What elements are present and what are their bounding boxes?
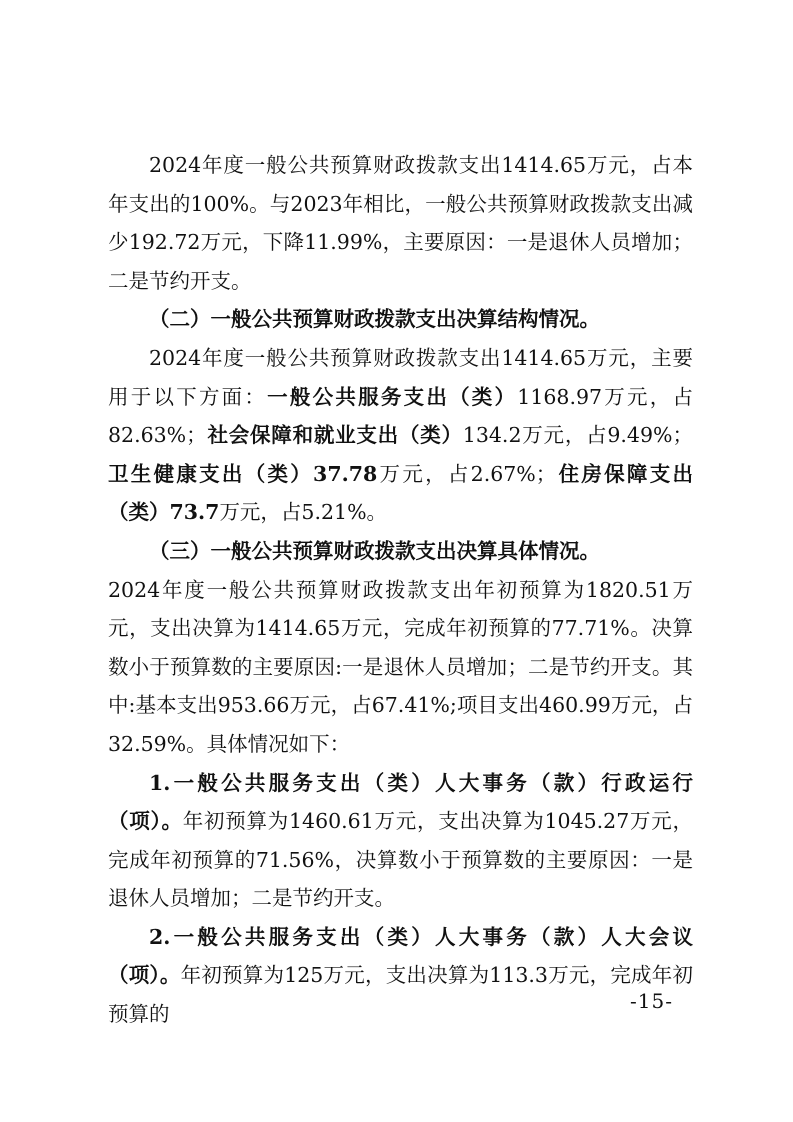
paragraph-expenditure-structure <box>108 339 693 532</box>
paragraph-text: 2024年度一般公共预算财政拨款支出1414.65万元，占本年支出的100%。与2023年相比，一般公共预算财政拨款支出减少192.72万元，下降11.99%，主要原因：一是退休人员增加；二是节约开支。 <box>108 153 693 293</box>
category-social-security-label: 社会保障和就业支出（类） <box>206 423 463 448</box>
category-social-security-value: 134.2万元，占9.49%； <box>462 423 694 448</box>
paragraph-total-expenditure <box>108 146 693 300</box>
paragraph-budget-details <box>108 571 693 764</box>
list-item-text: 年初预算为1460.61万元，支出决算为1045.27万元，完成年初预算的71.56%，决算数小于预算数的主要原因：一是退休人员增加；二是节约开支。 <box>108 809 694 911</box>
category-housing-value: 万元，占5.21%。 <box>219 500 388 525</box>
category-housing-label: 住房保障支出（类）73.7 <box>108 461 693 525</box>
list-item-administrative-operation <box>108 764 693 918</box>
list-item-text: 年初预算为125万元，支出决算为113.3万元，完成年初预算的 <box>108 963 693 1027</box>
section-heading-structure: （二）一般公共预算财政拨款支出决算结构情况。 <box>149 307 600 332</box>
document-body <box>108 146 693 1034</box>
structure-intro: 2024年度一般公共预算财政拨款支出1414.65万元，主要用于以下方面： <box>108 345 693 409</box>
list-item-title: 1.一般公共服务支出（类）人大事务（款）行政运行（项）。 <box>108 770 693 834</box>
category-health-label: 卫生健康支出（类）37.78 <box>108 461 378 486</box>
category-health-value: 万元，占2.67%； <box>377 461 557 486</box>
category-general-public-services-value: 1168.97万元，占82.63%； <box>108 384 694 448</box>
list-item-congress-meetings <box>108 918 693 1034</box>
section-heading-details: （三）一般公共预算财政拨款支出决算具体情况。 <box>149 538 600 563</box>
list-item-title: 2.一般公共服务支出（类）人大事务（款）人大会议（项）。 <box>108 924 693 988</box>
page-number: -15- <box>630 989 673 1013</box>
paragraph-text: 2024年度一般公共预算财政拨款支出年初预算为1820.51万元，支出决算为1414.65万元，完成年初预算的77.71%。决算数小于预算数的主要原因:一是退休人员增加；二是节约开支。其中:基本支出953.66万元，占67.41%;项目支出460.99万元，占32.59%。具体情况如下： <box>108 577 693 756</box>
category-general-public-services-label: 一般公共服务支出（类） <box>267 384 518 409</box>
